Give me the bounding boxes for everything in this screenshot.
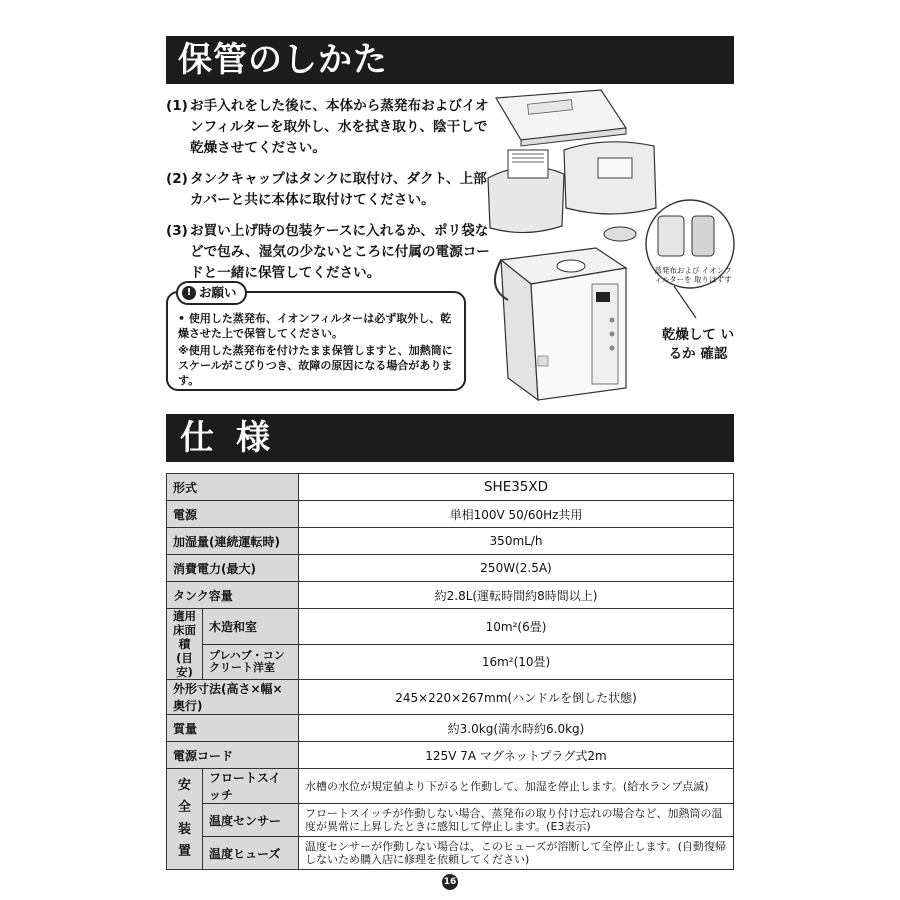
spec-value: 245×220×267mm(ハンドルを倒した状態) bbox=[299, 680, 734, 715]
spec-value: 水槽の水位が規定値より下がると作動して、加湿を停止します。(給水ランプ点滅) bbox=[299, 769, 734, 804]
floor-area-group-label: 適用 床面積 (目安) bbox=[167, 609, 203, 680]
table-row bbox=[167, 715, 734, 742]
spec-value: フロートスイッチが作動しない場合、蒸発布の取り付け忘れの場合など、加熱筒の温度が異常に上昇したときに感知して停止します。(E3表示) bbox=[299, 804, 734, 837]
table-row bbox=[167, 474, 734, 501]
spec-value: 温度センサーが作動しない場合は、このヒューズが溶断して全停止します。(自動復帰しないため購入店に修理を依頼してください) bbox=[299, 837, 734, 870]
storage-steps bbox=[166, 96, 496, 294]
spec-label: 消費電力(最大) bbox=[167, 555, 299, 582]
step-text: お手入れをした後に、本体から蒸発布およびイオンフィルターを取外し、水を拭き取り、陰干しで乾燥させてください。 bbox=[190, 98, 489, 156]
spec-label: 質量 bbox=[167, 715, 299, 742]
table-row bbox=[167, 804, 734, 837]
spec-value: 10m²(6畳) bbox=[299, 609, 734, 645]
storage-section-title: 保管のしかた bbox=[166, 36, 734, 84]
spec-sublabel: プレハブ・コンクリート洋室 bbox=[203, 644, 299, 680]
spec-value: 約3.0kg(満水時約6.0kg) bbox=[299, 715, 734, 742]
remove-filter-caption: 蒸発布および イオンフィルターを 取りはずす bbox=[654, 266, 732, 284]
spec-label: 外形寸法(高さ×幅×奥行) bbox=[167, 680, 299, 715]
safety-device-group-label: 安 全 装 置 bbox=[167, 769, 203, 870]
spec-label: 電源コード bbox=[167, 742, 299, 769]
spec-section-title: 仕様 bbox=[166, 414, 734, 462]
spec-sublabel: 温度ヒューズ bbox=[203, 837, 299, 870]
step-3 bbox=[166, 221, 496, 284]
spec-label: 電源 bbox=[167, 501, 299, 528]
tank-handle-shape bbox=[598, 158, 632, 178]
notice-title: お願い bbox=[199, 285, 237, 300]
step-1 bbox=[166, 96, 496, 159]
step-2 bbox=[166, 169, 496, 211]
request-notice-box bbox=[166, 285, 466, 391]
evaporation-cloth-shape bbox=[658, 216, 684, 256]
spec-value: SHE35XD bbox=[299, 474, 734, 501]
table-row bbox=[167, 555, 734, 582]
table-row bbox=[167, 644, 734, 680]
table-row bbox=[167, 609, 734, 645]
step-number: (1) bbox=[166, 98, 188, 114]
step-text: タンクキャップはタンクに取付け、ダクト、上部カバーと共に本体に取付けてください。 bbox=[190, 171, 487, 208]
tank-cap-shape bbox=[604, 227, 636, 241]
spec-label: 形式 bbox=[167, 474, 299, 501]
display-shape bbox=[596, 292, 610, 302]
warning-icon: ! bbox=[182, 286, 196, 300]
spec-table bbox=[166, 473, 734, 870]
spec-sublabel: フロートスイッチ bbox=[203, 769, 299, 804]
spec-value: 250W(2.5A) bbox=[299, 555, 734, 582]
step-text: お買い上げ時の包装ケースに入れるか、ポリ袋などで包み、湿気の少ないところに付属の電源コードと一緒に保管してください。 bbox=[190, 223, 490, 281]
spec-sublabel: 温度センサー bbox=[203, 804, 299, 837]
spec-value: 約2.8L(運転時間約8時間以上) bbox=[299, 582, 734, 609]
check-dry-caption: 乾燥して いるか 確認 bbox=[661, 327, 735, 362]
table-row bbox=[167, 582, 734, 609]
step-number: (3) bbox=[166, 223, 188, 239]
table-row bbox=[167, 742, 734, 769]
callout-line bbox=[674, 286, 696, 318]
table-row bbox=[167, 769, 734, 804]
spec-label: タンク容量 bbox=[167, 582, 299, 609]
table-row bbox=[167, 501, 734, 528]
spec-value: 125V 7A マグネットプラグ式2m bbox=[299, 742, 734, 769]
spec-value: 16m²(10畳) bbox=[299, 644, 734, 680]
spec-sublabel: 木造和室 bbox=[203, 609, 299, 645]
step-number: (2) bbox=[166, 171, 188, 187]
spec-value: 単相100V 50/60Hz共用 bbox=[299, 501, 734, 528]
spec-label: 加湿量(連続運転時) bbox=[167, 528, 299, 555]
notice-header bbox=[176, 281, 247, 305]
page-number: 16 bbox=[442, 874, 458, 890]
table-row bbox=[167, 837, 734, 870]
notice-line: • 使用した蒸発布、イオンフィルターは必ず取外し、乾燥させた上で保管してください。 bbox=[178, 312, 452, 340]
spec-value: 350mL/h bbox=[299, 528, 734, 555]
ion-filter-detail-shape bbox=[692, 216, 714, 256]
notice-line: ※使用した蒸発布を付けたまま保管しますと、加熱筒にスケールがこびりつき、故障の原因になる場合があります。 bbox=[178, 344, 453, 387]
table-row bbox=[167, 528, 734, 555]
table-row bbox=[167, 680, 734, 715]
